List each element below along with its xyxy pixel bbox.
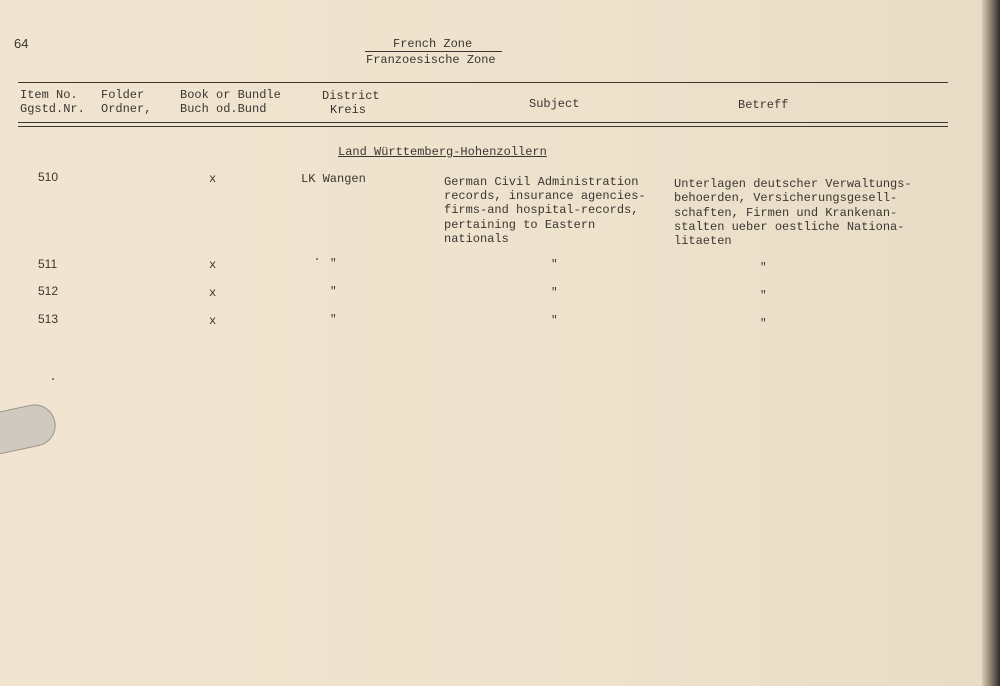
header-betreff: Betreff	[738, 98, 789, 112]
row-513-book: x	[209, 314, 217, 328]
row-511-betreff-ditto: "	[760, 262, 767, 274]
row-512-book: x	[209, 286, 217, 300]
row-510-item: 510	[38, 170, 59, 184]
row-510-betreff-line-2: behoerden, Versicherungsgesell-	[674, 191, 898, 205]
header-top-rule	[18, 82, 948, 83]
row-513-district-ditto: "	[330, 314, 337, 326]
row-511-subject-ditto: "	[551, 259, 558, 271]
section-heading: Land Württemberg-Hohenzollern	[338, 145, 547, 159]
row-510-betreff-line-4: stalten ueber oestliche Nationa-	[674, 220, 905, 234]
row-513-item: 513	[38, 312, 59, 326]
zone-title: French Zone	[393, 37, 473, 51]
row-510-betreff-line-5: litaeten	[674, 234, 732, 248]
row-510-betreff-line-1: Unterlagen deutscher Verwaltungs-	[674, 177, 912, 191]
header-book-de: Buch od.Bund	[180, 102, 267, 116]
page-number: 64	[14, 36, 29, 51]
row-510-betreff-line-3: schaften, Firmen und Krankenan-	[674, 206, 898, 220]
row-510-subject-line-4: pertaining to Eastern	[444, 218, 596, 232]
paper-speck	[316, 258, 318, 260]
header-district-en: District	[322, 89, 380, 103]
header-folder-de: Ordner,	[101, 102, 152, 116]
row-510-district: LK Wangen	[301, 172, 366, 186]
zone-title-underline	[365, 51, 502, 52]
row-511-book: x	[209, 258, 217, 272]
row-513-subject-ditto: "	[551, 315, 558, 327]
row-510-subject-line-1: German Civil Administration	[444, 175, 639, 189]
header-book-en: Book or Bundle	[180, 88, 281, 102]
row-510-subject-line-5: nationals	[444, 232, 509, 246]
header-item-en: Item No.	[20, 88, 78, 102]
paper-speck	[52, 378, 54, 380]
header-district-de: Kreis	[330, 103, 367, 117]
row-513-betreff-ditto: "	[760, 318, 767, 330]
row-511-district-ditto: "	[330, 258, 337, 270]
row-512-district-ditto: "	[330, 286, 337, 298]
row-510-subject-line-2: records, insurance agencies-	[444, 189, 646, 203]
header-bottom-rule-2	[18, 126, 948, 127]
page-edge-shadow	[982, 0, 1000, 686]
header-folder-en: Folder	[101, 88, 145, 102]
header-bottom-rule	[18, 122, 948, 123]
row-511-item: 511	[38, 257, 58, 271]
binder-clip	[0, 401, 60, 458]
row-510-book: x	[209, 172, 217, 186]
header-subject: Subject	[529, 97, 580, 111]
row-512-subject-ditto: "	[551, 287, 558, 299]
row-512-item: 512	[38, 284, 59, 298]
zone-subtitle: Franzoesische Zone	[366, 53, 496, 67]
header-item-de: Ggstd.Nr.	[20, 102, 85, 116]
row-510-subject-line-3: firms-and hospital-records,	[444, 203, 639, 217]
row-512-betreff-ditto: "	[760, 290, 767, 302]
